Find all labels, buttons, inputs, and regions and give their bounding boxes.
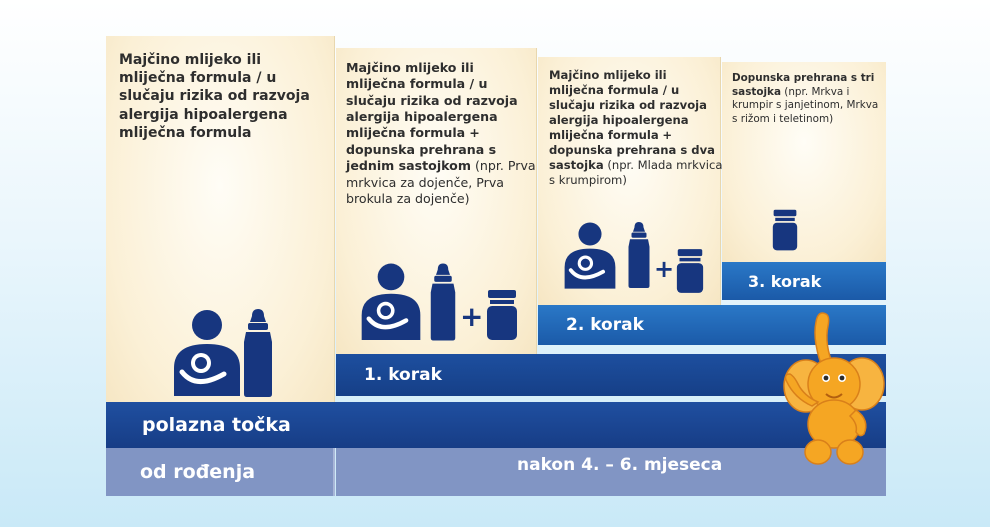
- panel-step3-text: [732, 72, 882, 126]
- baby-bottle-icon: [627, 220, 651, 290]
- panel-step2-title2: + dopunska prehrana s dva sastojka: [549, 128, 715, 173]
- panel-step1-detail: (npr. Prva mrkvica za dojenče, Prva brokula za dojenče): [346, 158, 536, 206]
- baby-bottle-icon: [429, 262, 457, 342]
- plus-icon: +: [654, 255, 675, 283]
- timeline-birth: [106, 448, 335, 496]
- step1-label: 1. korak: [364, 365, 442, 385]
- food-jar-icon: [676, 249, 704, 293]
- start-bar: [106, 402, 886, 448]
- panel-step2-detail: (npr. Mlada mrkvica s krumpirom): [549, 158, 723, 188]
- panel-step3-detail: (npr. Mrkva i krumpir s janjetinom, Mrkva s rižom i teletinom): [732, 85, 879, 125]
- panel-step1-title2: + dopunska prehrana s jednim sastojkom: [346, 125, 497, 174]
- food-jar-icon: [772, 209, 798, 251]
- panel-step1: [336, 48, 537, 356]
- panel-step2-title: Majčino mlijeko ili mliječna formula / u slučaju rizika od razvoja alergija hipoalergena mliječna formula: [549, 68, 707, 143]
- panel-step1-text: [346, 60, 536, 207]
- panel-start-text: [119, 51, 331, 142]
- panel-step2-text: [549, 68, 724, 189]
- step3-label: 3. korak: [748, 271, 822, 291]
- panel-step3: [722, 62, 886, 262]
- food-jar-icon: [486, 290, 518, 340]
- timeline-after-label: nakon 4. – 6. mjeseca: [517, 455, 723, 475]
- elephant-mascot-icon: [772, 302, 888, 468]
- breastfeeding-mother-icon: [356, 260, 426, 340]
- timeline-birth-label: od rođenja: [140, 461, 256, 483]
- panel-step3-title: Dopunska prehrana s tri sastojka: [732, 72, 875, 98]
- step2-label: 2. korak: [566, 315, 644, 335]
- baby-bottle-icon: [242, 308, 274, 398]
- breastfeeding-mother-icon: [168, 306, 246, 396]
- step3-bar: [722, 262, 886, 300]
- panel-step2: [538, 57, 721, 305]
- panel-start: [106, 36, 335, 410]
- panel-step1-title: Majčino mlijeko ili mliječna formula / u slučaju rizika od razvoja alergija hipoalergena mliječna formula: [346, 60, 518, 141]
- plus-icon: +: [460, 300, 484, 333]
- start-label: polazna točka: [142, 414, 291, 436]
- panel-start-title: Majčino mlijeko ili mliječna formula / u slučaju rizika od razvoja alergija hipoalergena mliječna formula: [119, 52, 310, 141]
- breastfeeding-mother-icon: [560, 219, 620, 289]
